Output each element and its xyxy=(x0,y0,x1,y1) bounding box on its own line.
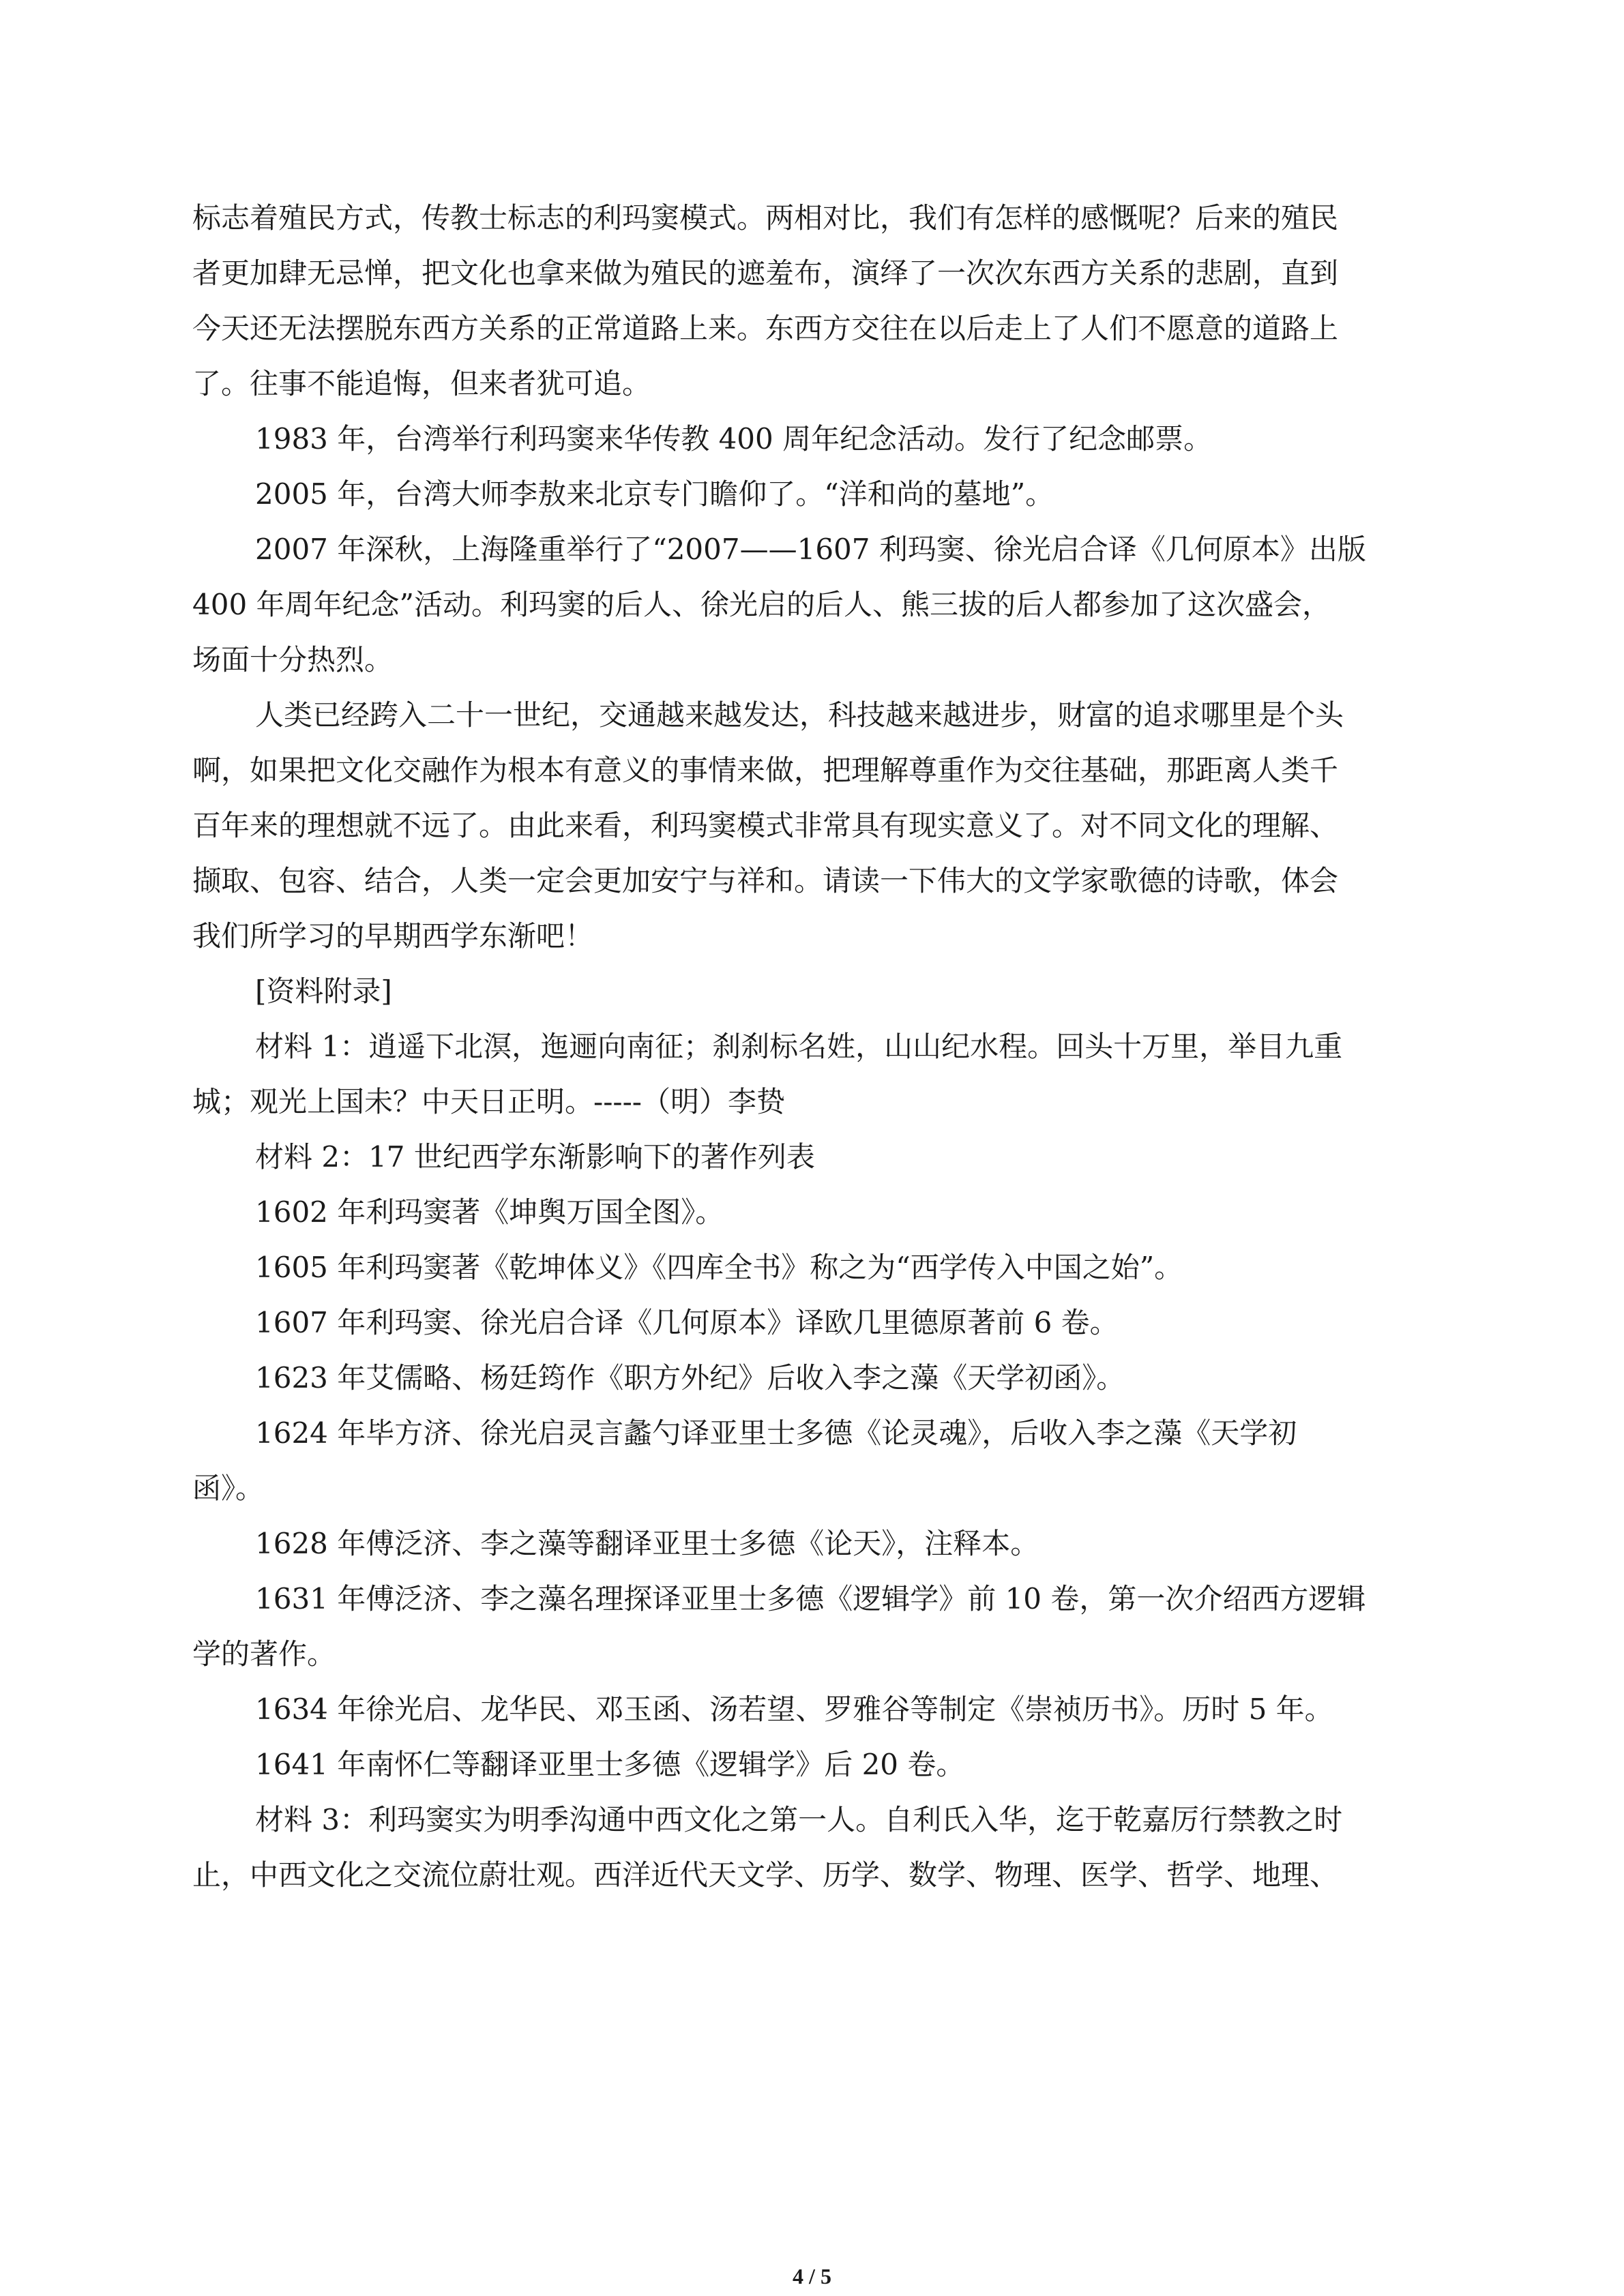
text-line: 城；观光上国未？中天日正明。-----（明）李贽 xyxy=(192,1085,785,1118)
list-item: 1641 年南怀仁等翻译亚里士多德《逻辑学》后 20 卷。 xyxy=(255,1748,965,1781)
text-line: 400 年周年纪念”活动。利玛窦的后人、徐光启的后人、熊三拔的后人都参加了这次盛会， xyxy=(192,588,1331,621)
page-number: 4 / 5 xyxy=(793,2264,831,2288)
text-line: 材料 3：利玛窦实为明季沟通中西文化之第一人。自利氏入华，迄于乾嘉厉行禁教之时 xyxy=(255,1803,1343,1836)
text-line: 撷取、包容、结合，人类一定会更加安宁与祥和。请读一下伟大的文学家歌德的诗歌，体会 xyxy=(192,864,1339,897)
text-line: 函》。 xyxy=(192,1472,265,1505)
text-line: 1983 年，台湾举行利玛窦来华传教 400 周年纪念活动。发行了纪念邮票。 xyxy=(255,422,1213,456)
text-line: 今天还无法摆脱东西方关系的正常道路上来。东西方交往在以后走上了人们不愿意的道路上 xyxy=(192,312,1339,345)
text-line: 了。往事不能追悔，但来者犹可追。 xyxy=(192,367,651,400)
text-line: 场面十分热烈。 xyxy=(192,643,394,676)
list-item: 1607 年利玛窦、徐光启合译《几何原本》译欧几里德原著前 6 卷。 xyxy=(255,1306,1119,1339)
text-line: 标志着殖民方式，传教士标志的利玛窦模式。两相对比，我们有怎样的感慨呢？后来的殖民 xyxy=(192,201,1339,235)
list-item: 1631 年傅泛济、李之藻名理探译亚里士多德《逻辑学》前 10 卷，第一次介绍西方逻辑 xyxy=(255,1582,1366,1615)
text-line: 学的著作。 xyxy=(192,1637,336,1671)
list-item: 1628 年傅泛济、李之藻等翻译亚里士多德《论天》，注释本。 xyxy=(255,1527,1039,1560)
text-line: 2005 年，台湾大师李敖来北京专门瞻仰了。“洋和尚的墓地”。 xyxy=(255,477,1054,511)
list-item: 1623 年艾儒略、杨廷筠作《职方外纪》后收入李之藻《天学初函》。 xyxy=(255,1361,1125,1395)
list-item: 1624 年毕方济、徐光启灵言蠡勺译亚里士多德《论灵魂》，后收入李之藻《天学初 xyxy=(255,1416,1297,1450)
appendix-heading: [资料附录] xyxy=(255,974,392,1008)
text-line: 我们所学习的早期西学东渐吧！ xyxy=(192,919,594,953)
text-line: 者更加肆无忌惮，把文化也拿来做为殖民的遮羞布，演绎了一次次东西方关系的悲剧，直到 xyxy=(192,256,1339,290)
text-line: 材料 2：17 世纪西学东渐影响下的著作列表 xyxy=(255,1140,815,1174)
list-item: 1634 年徐光启、龙华民、邓玉函、汤若望、罗雅谷等制定《崇祯历书》。历时 5 年。 xyxy=(255,1693,1333,1726)
text-line: 材料 1：逍遥下北溟，迤逦向南征；刹刹标名姓，山山纪水程。回头十万里，举目九重 xyxy=(255,1030,1343,1063)
text-line: 百年来的理想就不远了。由此来看，利玛窦模式非常具有现实意义了。对不同文化的理解、 xyxy=(192,809,1339,842)
text-line: 止，中西文化之交流位蔚壮观。西洋近代天文学、历学、数学、物理、医学、哲学、地理、 xyxy=(192,1858,1339,1892)
text-line: 2007 年深秋，上海隆重举行了“2007——1607 利玛窦、徐光启合译《几何原本》出版 xyxy=(255,533,1366,566)
list-item: 1602 年利玛窦著《坤舆万国全图》。 xyxy=(255,1195,724,1229)
text-line: 人类已经跨入二十一世纪，交通越来越发达，科技越来越进步，财富的追求哪里是个头 xyxy=(255,698,1344,732)
text-line: 啊，如果把文化交融作为根本有意义的事情来做，把理解尊重作为交往基础，那距离人类千 xyxy=(192,754,1339,787)
list-item: 1605 年利玛窦著《乾坤体义》《四库全书》称之为“西学传入中国之始”。 xyxy=(255,1251,1183,1284)
